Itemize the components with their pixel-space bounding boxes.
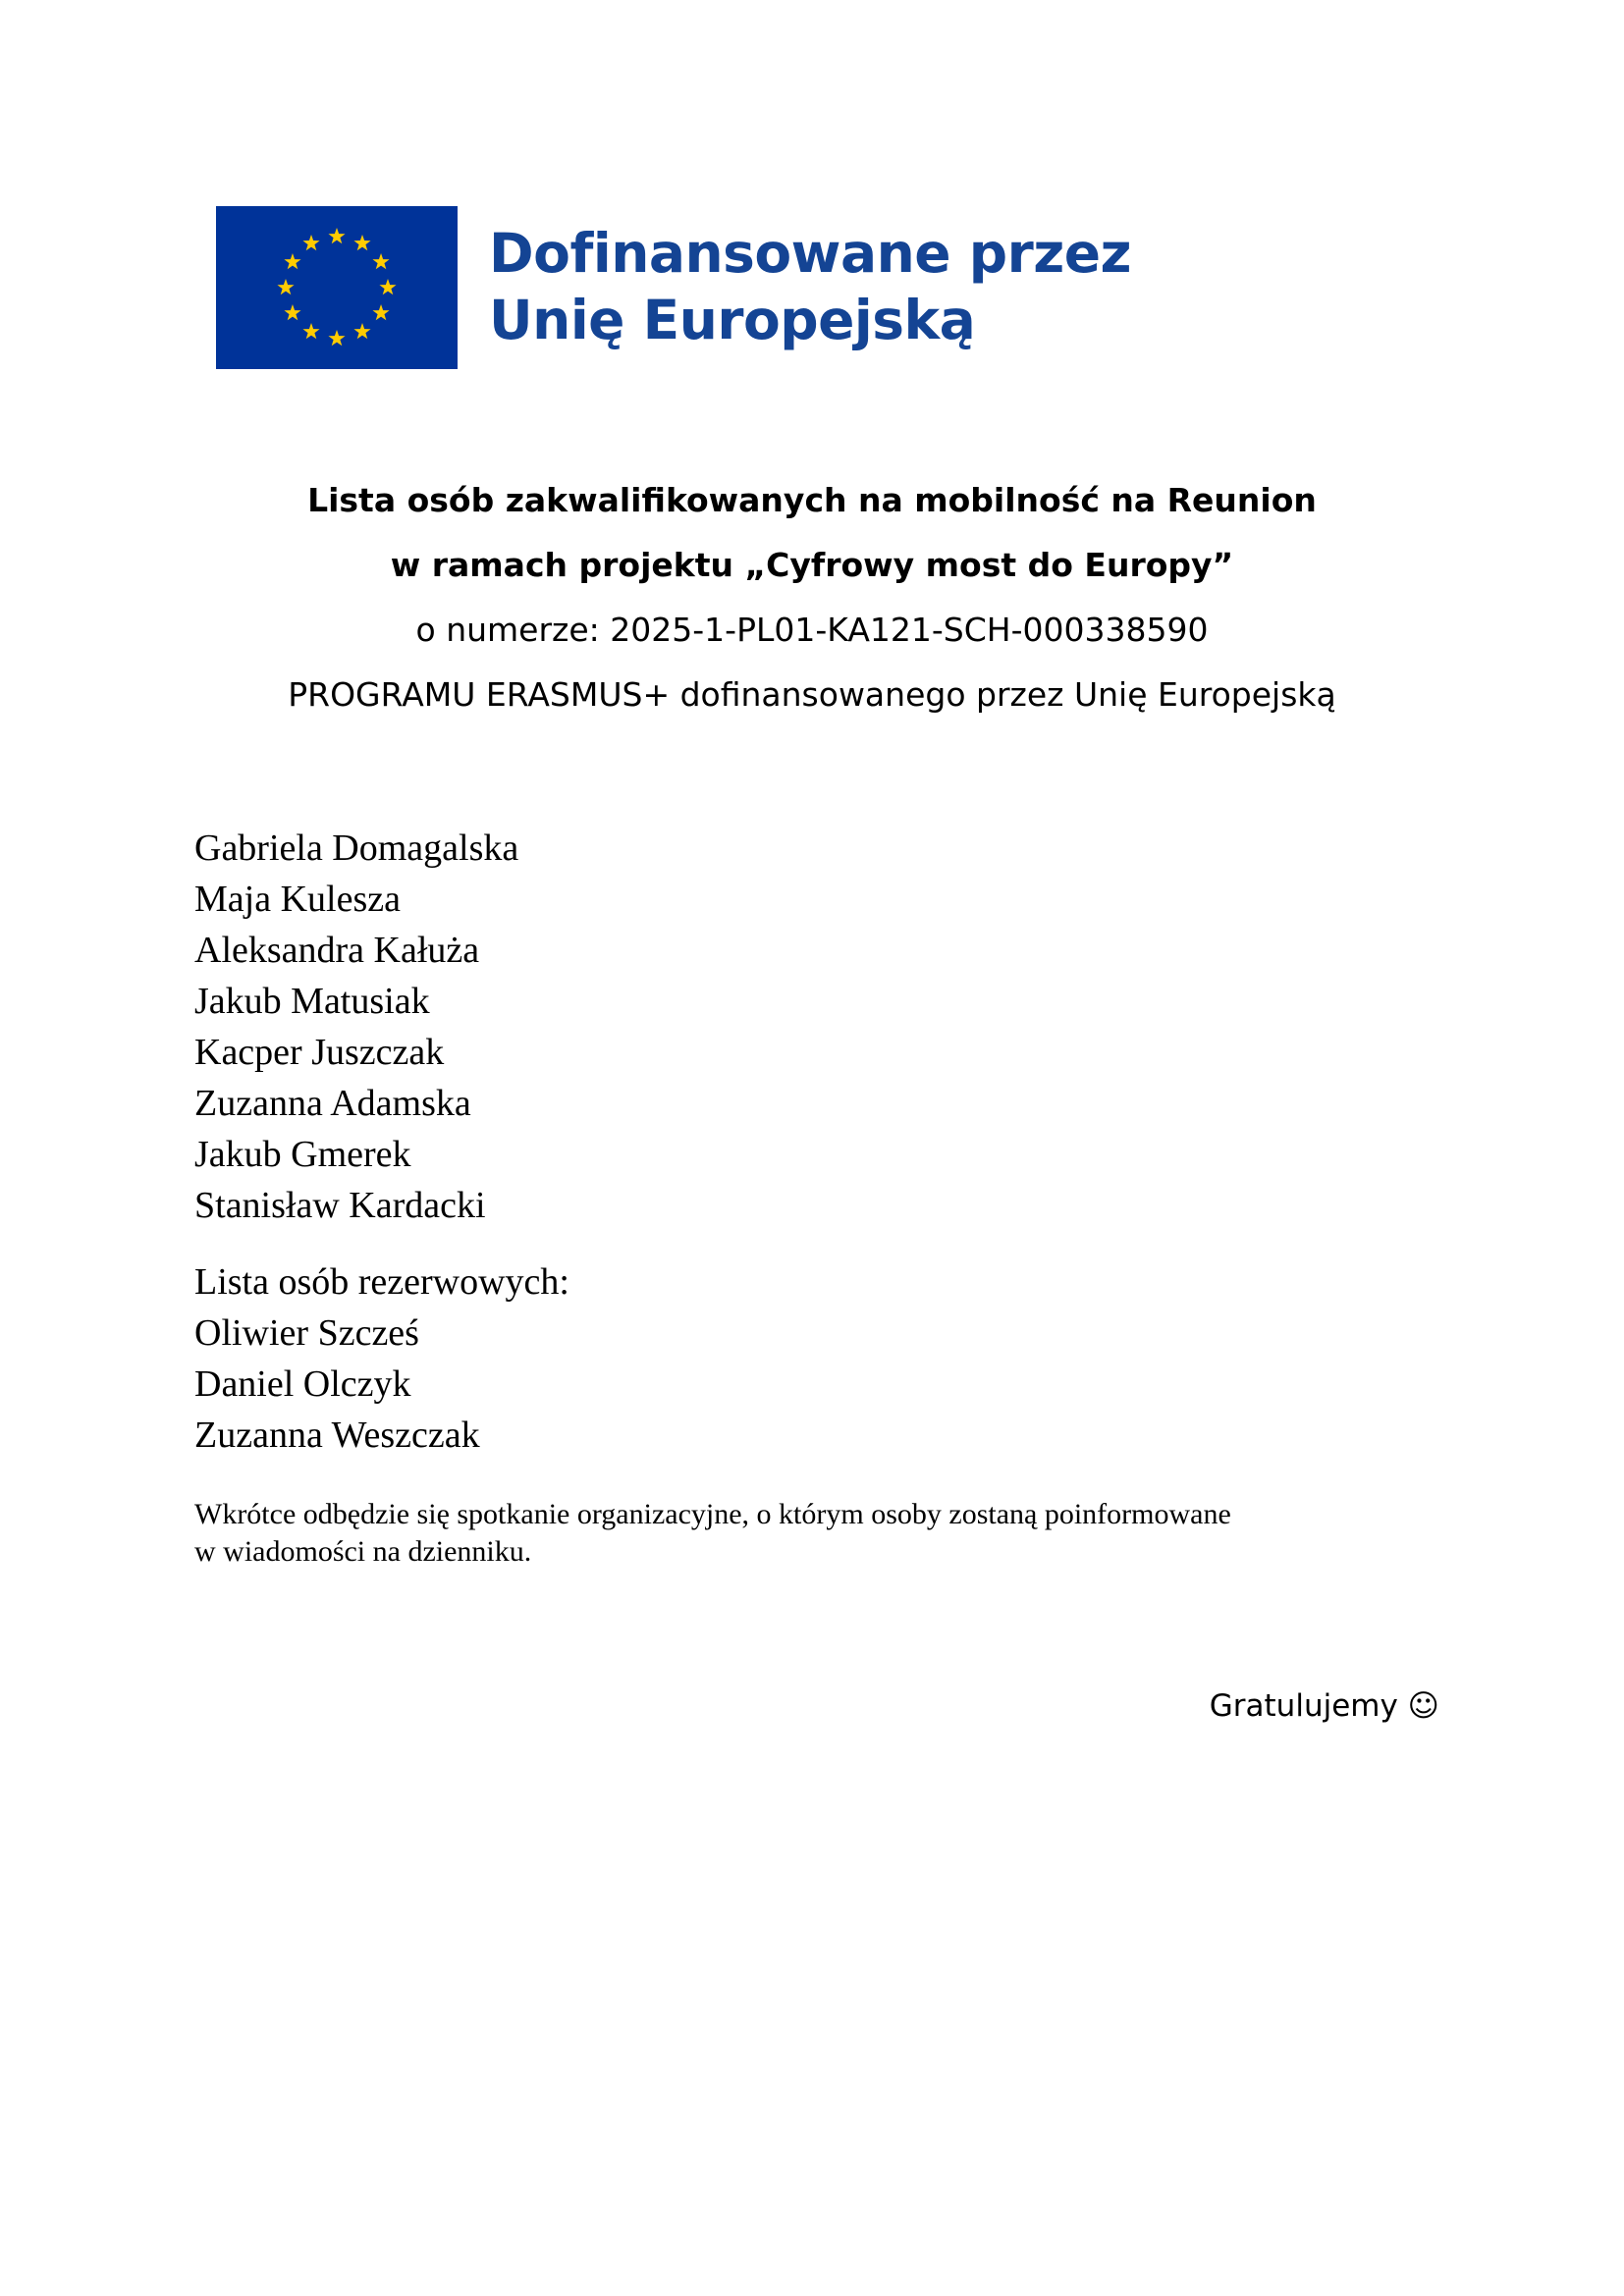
- program-line: PROGRAMU ERASMUS+ dofinansowanego przez Unię Europejską: [288, 675, 1336, 714]
- logo-text: [489, 220, 1131, 353]
- list-item: Zuzanna Weszczak: [194, 1415, 480, 1456]
- reserve-heading: Lista osób rezerwowych:: [194, 1261, 569, 1303]
- logo-line-1: Dofinansowane przez: [489, 222, 1132, 285]
- title-line-1: Lista osób zakwalifikowanych na mobilność na Reunion: [307, 481, 1317, 519]
- eu-flag-icon: [216, 206, 458, 369]
- logo-line-2: Unię Europejską: [489, 289, 976, 351]
- project-number: o numerze: 2025-1-PL01-KA121-SCH-000338590: [415, 611, 1209, 649]
- list-item: Oliwier Szcześ: [194, 1312, 419, 1354]
- notice-line-2: w wiadomości na dzienniku.: [194, 1535, 532, 1568]
- eu-funding-logo: [216, 206, 1132, 369]
- list-item: Stanisław Kardacki: [194, 1185, 486, 1226]
- list-item: Jakub Matusiak: [194, 981, 430, 1022]
- list-item: Aleksandra Kałuża: [194, 930, 480, 971]
- list-item: Kacper Juszczak: [194, 1032, 445, 1073]
- list-item: Maja Kulesza: [194, 879, 401, 920]
- document-header: [0, 475, 1624, 734]
- meeting-notice: [194, 1496, 1432, 1571]
- reserve-list: [194, 1256, 569, 1461]
- list-item: Daniel Olczyk: [194, 1363, 411, 1405]
- qualified-list: [194, 823, 518, 1231]
- congratulations: Gratulujemy ☺: [1209, 1688, 1439, 1724]
- list-item: Zuzanna Adamska: [194, 1083, 471, 1124]
- notice-line-1: Wkrótce odbędzie się spotkanie organizacyjne, o którym osoby zostaną poinformowane: [194, 1498, 1231, 1530]
- title-line-2: w ramach projektu „Cyfrowy most do Europy”: [390, 546, 1234, 584]
- list-item: Gabriela Domagalska: [194, 828, 519, 869]
- list-item: Jakub Gmerek: [194, 1134, 411, 1175]
